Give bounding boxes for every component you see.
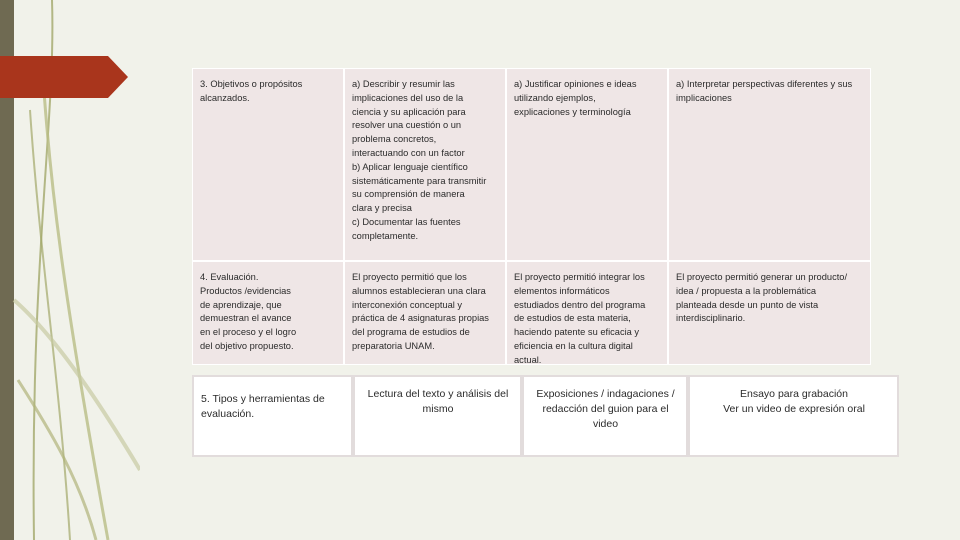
- row-label: 3. Objetivos o propósitos alcanzados.: [200, 79, 303, 103]
- table-cell: [506, 68, 668, 261]
- cell-text: a) Justificar opiniones e ideas utilizando ejemplos, explicaciones y terminología: [514, 79, 637, 117]
- table-cell: [688, 375, 899, 457]
- row-label-cell: [192, 261, 344, 365]
- row-label-cell: [192, 68, 344, 261]
- row-label-cell: [192, 375, 353, 457]
- cell-text: El proyecto permitió generar un producto/ idea / propuesta a la problemática planteada desde un punto de vista interdisciplinario.: [676, 272, 848, 324]
- cell-text: Exposiciones / indagaciones / redacción del guion para el video: [536, 388, 675, 430]
- table-cell: [353, 375, 522, 457]
- cell-text: Lectura del texto y análisis del mismo: [367, 388, 509, 415]
- table-cell: [522, 375, 688, 457]
- table-cell: [668, 68, 871, 261]
- cell-text: Ensayo para grabación Ver un video de expresión oral: [723, 388, 865, 415]
- table-cell: [344, 68, 506, 261]
- cell-text: a) Describir y resumir las implicaciones del uso de la ciencia y su aplicación para resolver una cuestión o un problema concretos, interactuando con un factor b) Aplicar lenguaje científico sistemáticamente para transmitir su comprensión de manera clara y precisa c) Documentar las fuentes completamente.: [352, 79, 487, 241]
- table-cell: [506, 261, 668, 365]
- cell-text: El proyecto permitió integrar los elementos informáticos estudiados dentro del programa de estudios de esta materia, haciendo patente su eficacia y eficiencia en la cultura digital actual.: [514, 272, 646, 365]
- table-cell: [668, 261, 871, 365]
- row-label: 5. Tipos y herramientas de evaluación.: [201, 393, 325, 420]
- cell-text: El proyecto permitió que los alumnos establecieran una clara interconexión conceptual y práctica de 4 asignaturas propias del programa de estudios de preparatoria UNAM.: [352, 272, 489, 351]
- table-cell: [344, 261, 506, 365]
- title-arrow-shape: [0, 56, 128, 98]
- cell-text: a) Interpretar perspectivas diferentes y sus implicaciones: [676, 79, 853, 103]
- row-label: 4. Evaluación. Productos /evidencias de aprendizaje, que demuestran el avance en el proceso y el logro del objetivo propuesto.: [200, 272, 297, 351]
